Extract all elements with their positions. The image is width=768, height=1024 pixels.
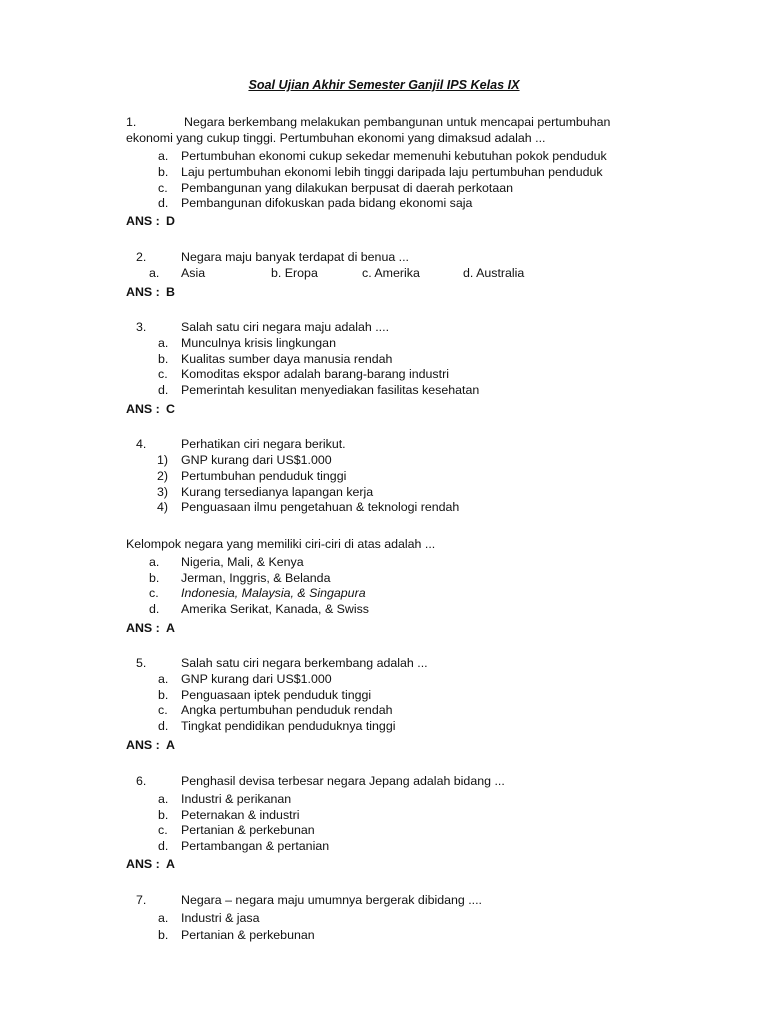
option-text: Kualitas sumber daya manusia rendah	[181, 352, 393, 366]
answer-value: B	[166, 285, 175, 299]
option-text: b. Eropa	[271, 266, 318, 280]
option-text: Amerika Serikat, Kanada, & Swiss	[181, 602, 370, 616]
option-label: d.	[158, 839, 169, 853]
option-label: a.	[158, 672, 169, 686]
option-text: Jerman, Inggris, & Belanda	[181, 571, 331, 585]
option-text: Indonesia, Malaysia, & Singapura	[181, 586, 366, 600]
answer-value: C	[166, 402, 175, 416]
option-label: a.	[158, 336, 169, 350]
option-label: c.	[158, 703, 168, 717]
answer-value: A	[166, 621, 175, 635]
question-number: 2.	[136, 250, 147, 264]
answer-label: ANS :	[126, 214, 160, 228]
answer-value: D	[166, 214, 175, 228]
option-text: Asia	[181, 266, 206, 280]
question-text: Negara maju banyak terdapat di benua ...	[181, 250, 409, 264]
option-text: Komoditas ekspor adalah barang-barang industri	[181, 367, 449, 381]
question-text-continued: ekonomi yang cukup tinggi. Pertumbuhan ekonomi yang dimaksud adalah ...	[126, 131, 546, 145]
question-text: Perhatikan ciri negara berikut.	[181, 437, 346, 451]
option-label: b.	[158, 928, 169, 942]
question-text: Salah satu ciri negara maju adalah ....	[181, 320, 390, 334]
list-item-label: 1)	[157, 453, 169, 467]
question-text: Salah satu ciri negara berkembang adalah ...	[181, 656, 428, 670]
option-label: b.	[158, 165, 169, 179]
option-label: d.	[158, 196, 169, 210]
list-item-text: Penguasaan ilmu pengetahuan & teknologi rendah	[181, 500, 460, 514]
option-label: c.	[158, 367, 168, 381]
answer-label: ANS :	[126, 285, 160, 299]
option-text: Industri & perikanan	[181, 792, 292, 806]
list-item-text: Pertumbuhan penduduk tinggi	[181, 469, 347, 483]
answer-label: ANS :	[126, 857, 160, 871]
option-text: Pertanian & perkebunan	[181, 928, 315, 942]
option-label: a.	[158, 149, 169, 163]
question-number: 4.	[136, 437, 147, 451]
question-number: 3.	[136, 320, 147, 334]
option-label: a.	[149, 266, 160, 280]
option-text: Pembangunan yang dilakukan berpusat di daerah perkotaan	[181, 181, 514, 195]
list-item-text: GNP kurang dari US$1.000	[181, 453, 332, 467]
question-text: Penghasil devisa terbesar negara Jepang adalah bidang ...	[181, 774, 505, 788]
answer-value: A	[166, 738, 175, 752]
option-text: Pertambangan & pertanian	[181, 839, 330, 853]
question-number: 7.	[136, 893, 147, 907]
option-label: b.	[149, 571, 160, 585]
question-number: 6.	[136, 774, 147, 788]
question-number: 1.	[126, 115, 137, 129]
answer-label: ANS :	[126, 402, 160, 416]
option-label: b.	[158, 352, 169, 366]
question-text: Negara berkembang melakukan pembangunan untuk mencapai pertumbuhan	[184, 115, 611, 129]
option-label: a.	[158, 911, 169, 925]
answer-label: ANS :	[126, 738, 160, 752]
page-title: Soal Ujian Akhir Semester Ganjil IPS Kelas IX	[248, 78, 520, 92]
option-label: a.	[149, 555, 160, 569]
option-text: Laju pertumbuhan ekonomi lebih tinggi daripada laju pertumbuhan penduduk	[181, 165, 603, 179]
option-text: Pemerintah kesulitan menyediakan fasilitas kesehatan	[181, 383, 480, 397]
option-text: Tingkat pendidikan penduduknya tinggi	[181, 719, 396, 733]
option-label: c.	[158, 181, 168, 195]
question-prompt: Kelompok negara yang memiliki ciri-ciri di atas adalah ...	[126, 537, 436, 551]
option-text: Pembangunan difokuskan pada bidang ekonomi saja	[181, 196, 473, 210]
question-number: 5.	[136, 656, 147, 670]
option-text: Pertumbuhan ekonomi cukup sekedar memenuhi kebutuhan pokok penduduk	[181, 149, 607, 163]
list-item-text: Kurang tersedianya lapangan kerja	[181, 485, 374, 499]
list-item-label: 2)	[157, 469, 169, 483]
option-text: Industri & jasa	[181, 911, 260, 925]
option-label: c.	[149, 586, 159, 600]
option-label: d.	[158, 719, 169, 733]
list-item-label: 4)	[157, 500, 169, 514]
option-text: Peternakan & industri	[181, 808, 300, 822]
option-label: b.	[158, 808, 169, 822]
list-item-label: 3)	[157, 485, 169, 499]
option-text: Nigeria, Mali, & Kenya	[181, 555, 304, 569]
option-text: Munculnya krisis lingkungan	[181, 336, 336, 350]
option-text: c. Amerika	[362, 266, 420, 280]
question-text: Negara – negara maju umumnya bergerak dibidang ....	[181, 893, 482, 907]
option-text: GNP kurang dari US$1.000	[181, 672, 332, 686]
option-text: Angka pertumbuhan penduduk rendah	[181, 703, 393, 717]
option-label: d.	[149, 602, 160, 616]
answer-value: A	[166, 857, 175, 871]
answer-label: ANS :	[126, 621, 160, 635]
option-text: Pertanian & perkebunan	[181, 823, 315, 837]
option-label: c.	[158, 823, 168, 837]
option-label: a.	[158, 792, 169, 806]
option-label: d.	[158, 383, 169, 397]
option-text: Penguasaan iptek penduduk tinggi	[181, 688, 372, 702]
option-text: d. Australia	[463, 266, 525, 280]
option-label: b.	[158, 688, 169, 702]
